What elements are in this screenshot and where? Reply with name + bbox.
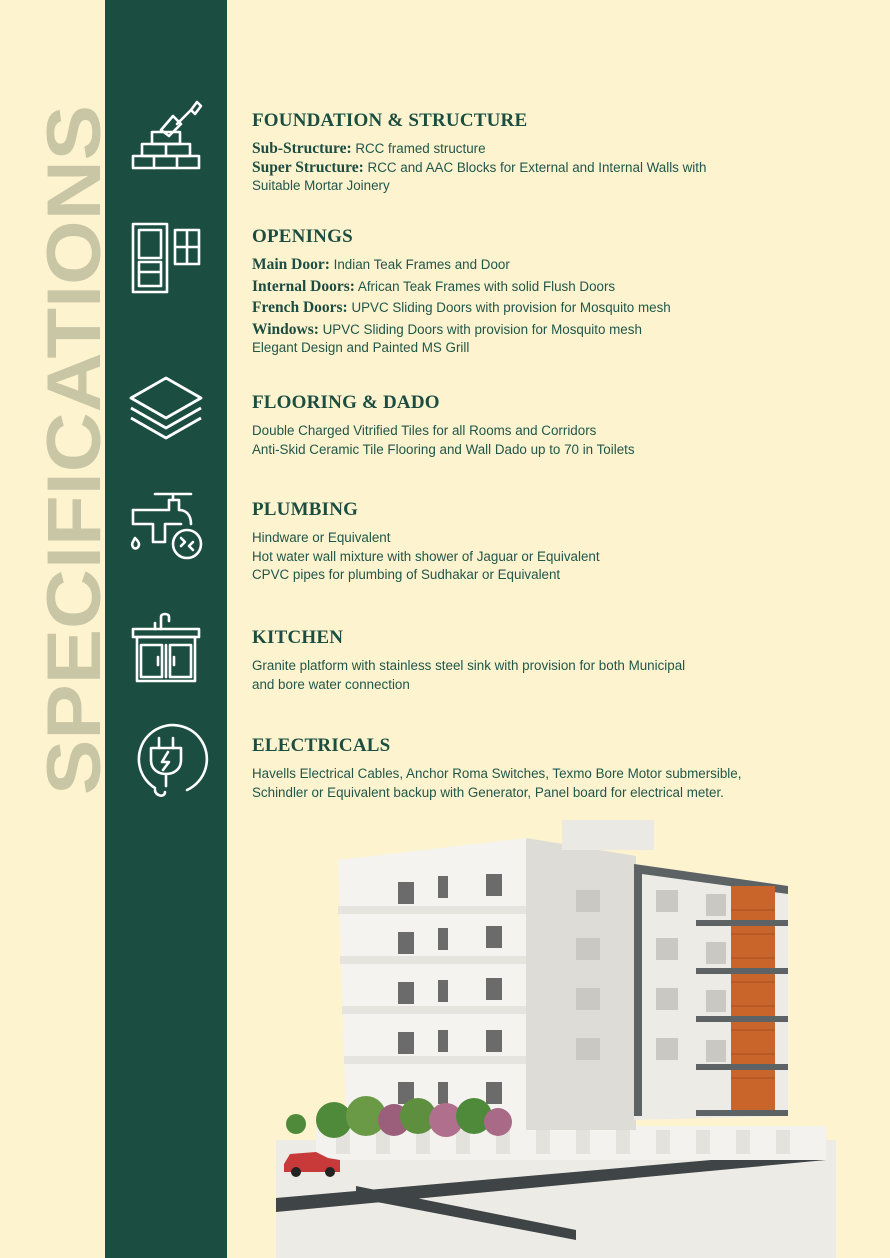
spec-text: Indian Teak Frames and Door <box>329 257 510 272</box>
spec-key: French Doors: <box>252 299 348 316</box>
spec-line <box>252 566 862 585</box>
spec-line <box>252 657 862 676</box>
brick-trowel-icon <box>125 96 207 178</box>
spec-line <box>252 676 862 695</box>
spec-text: Havells Electrical Cables, Anchor Roma Switches, Texmo Bore Motor submersible, <box>252 766 742 781</box>
spec-key: Main Door: <box>252 256 330 273</box>
section-title: PLUMBING <box>252 499 359 520</box>
spec-text: RCC and AAC Blocks for External and Internal Walls with <box>363 159 707 175</box>
spec-text: UPVC Sliding Doors with provision for Mosquito mesh <box>347 300 671 315</box>
spec-line <box>252 159 862 178</box>
section-flooring-dado <box>252 392 862 459</box>
spec-line <box>252 422 862 441</box>
spec-text: Granite platform with stainless steel sink with provision for both Municipal <box>252 658 686 673</box>
spec-text: and bore water connection <box>252 676 410 692</box>
spec-text: Anti-Skid Ceramic Tile Flooring and Wall Dado up to 70 in Toilets <box>252 441 635 457</box>
spec-text: CPVC pipes for plumbing of Sudhakar or Equivalent <box>252 567 561 582</box>
faucet-wrench-icon <box>125 484 207 566</box>
building-illustration <box>276 820 836 1258</box>
side-title <box>4 0 117 900</box>
spec-line <box>252 321 862 340</box>
section-title: FLOORING & DADO <box>252 392 440 413</box>
section-title: OPENINGS <box>252 226 353 247</box>
section-electricals <box>252 735 862 802</box>
door-window-icon <box>125 216 207 298</box>
section-openings <box>252 226 862 358</box>
spec-key: Super Structure: <box>252 158 364 176</box>
spec-line <box>252 548 862 567</box>
side-title-text: SPECIFICATIONS <box>32 163 117 795</box>
spec-text: Suitable Mortar Joinery <box>252 178 390 193</box>
section-title: ELECTRICALS <box>252 735 391 756</box>
plug-icon <box>125 720 207 802</box>
spec-line <box>252 299 862 318</box>
spec-line <box>252 529 862 548</box>
spec-line <box>252 256 862 275</box>
section-title: FOUNDATION & STRUCTURE <box>252 110 528 131</box>
spec-line <box>252 278 862 297</box>
spec-line <box>252 441 862 460</box>
spec-text: Double Charged Vitrified Tiles for all Rooms and Corridors <box>252 423 597 438</box>
spec-text: Hindware or Equivalent <box>252 530 391 545</box>
icon-band <box>105 0 227 1258</box>
spec-line <box>252 339 862 358</box>
sink-cabinet-icon <box>125 605 207 687</box>
spec-key: Sub-Structure: <box>252 140 352 157</box>
spec-text: Hot water wall mixture with shower of Jaguar or Equivalent <box>252 548 600 564</box>
spec-text: Schindler or Equivalent backup with Generator, Panel board for electrical meter. <box>252 784 724 800</box>
spec-text: Elegant Design and Painted MS Grill <box>252 340 470 355</box>
spec-text: RCC framed structure <box>351 141 486 156</box>
section-kitchen <box>252 627 862 694</box>
section-plumbing <box>252 499 862 585</box>
spec-line <box>252 140 862 159</box>
tile-layers-icon <box>125 368 207 450</box>
spec-key: Windows: <box>252 320 319 338</box>
section-foundation-structure <box>252 110 862 196</box>
spec-line <box>252 765 862 784</box>
spec-line <box>252 784 862 803</box>
spec-text: African Teak Frames with solid Flush Doors <box>354 278 616 294</box>
spec-key: Internal Doors: <box>252 277 355 295</box>
spec-text: UPVC Sliding Doors with provision for Mosquito mesh <box>318 321 642 337</box>
spec-line <box>252 177 862 196</box>
section-title: KITCHEN <box>252 627 344 648</box>
